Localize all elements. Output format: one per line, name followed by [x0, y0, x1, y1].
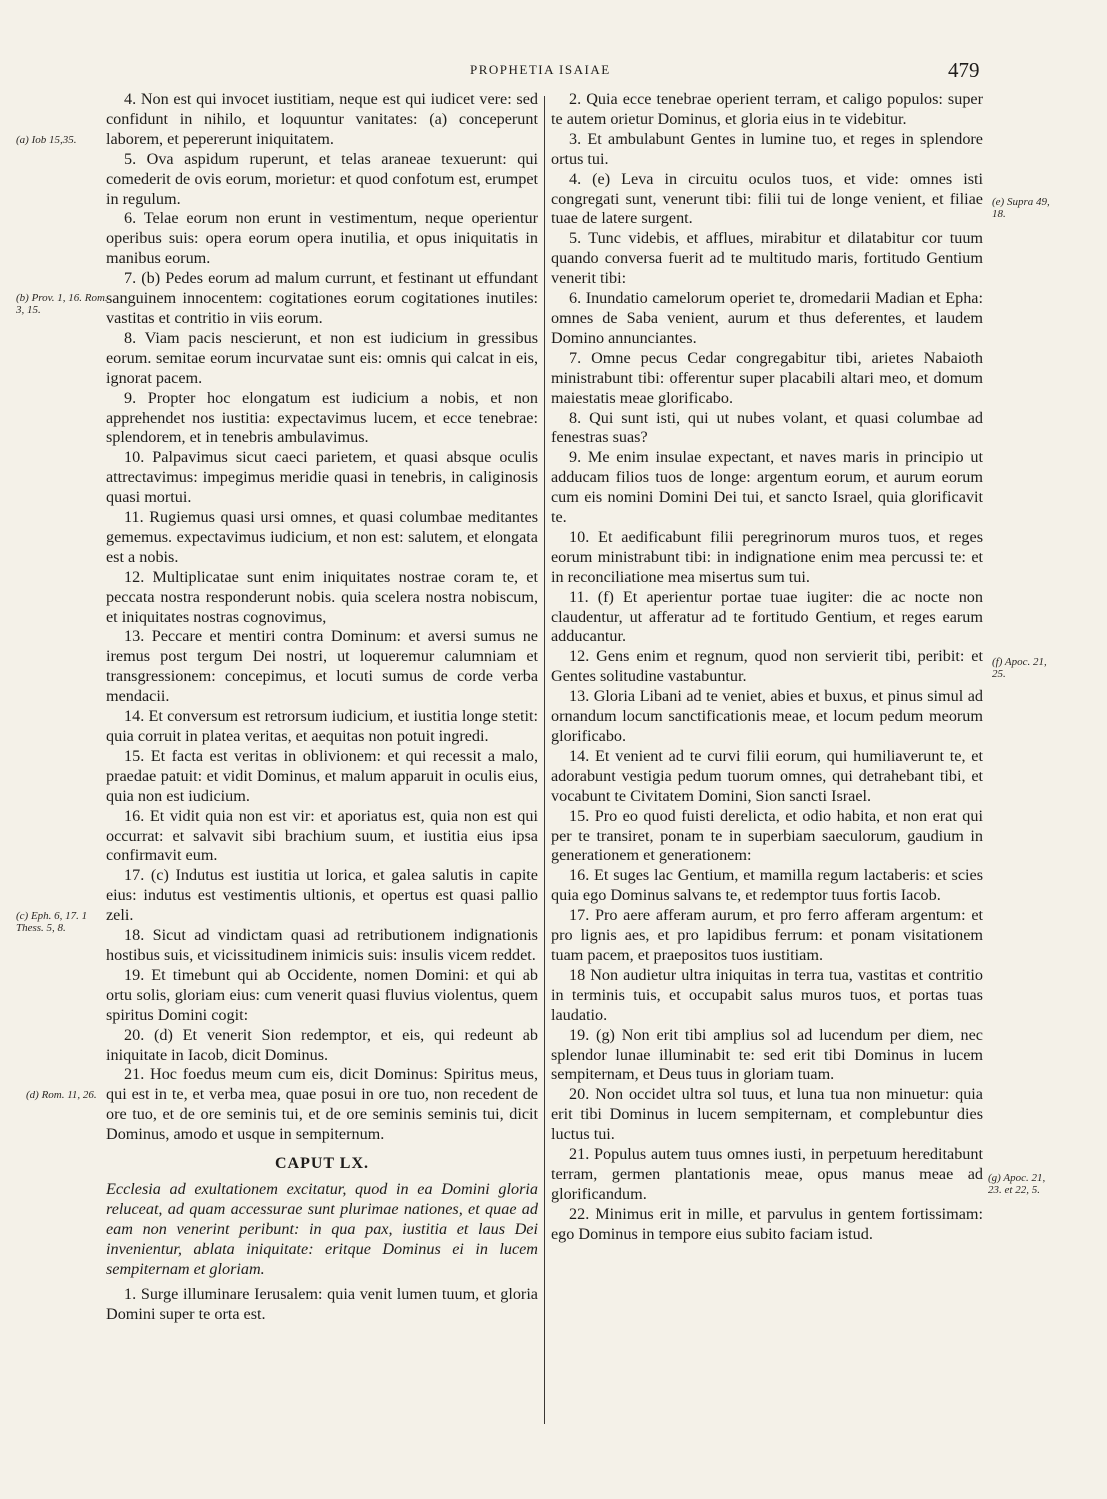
- verse-60-16: 16. Et suges lac Gentium, et mamilla regum lactaberis: et scies quia ego Dominus salvans te, et redemptor tuus fortis Iacob.: [551, 866, 983, 905]
- verse-59-5: 5. Ova aspidum ruperunt, et telas araneae texuerunt: qui comederit de ovis eorum, morietur: et quod confotum est, erumpet in regulum.: [106, 149, 538, 208]
- verse-60-20: 20. Non occidet ultra sol tuus, et luna tua non minuetur: quia erit tibi Dominus in lucem sempiternam, et complebuntur dies luctus tui.: [551, 1085, 983, 1144]
- verse-60-12: 12. Gens enim et regnum, quod non servierit tibi, peribit: et Gentes solitudine vastabuntur.: [551, 647, 983, 686]
- verse-60-14: 14. Et venient ad te curvi filii eorum, qui humiliaverunt te, et adorabunt vestigia pedum tuorum omnes, qui detrahebant tibi, et vocabunt te Civitatem Domini, Sion sancti Israel.: [551, 746, 983, 805]
- verse-59-6: 6. Telae eorum non erunt in vestimentum, neque operientur operibus suis: opera eorum opera inutilia, et opus iniquitatis in manibus eorum.: [106, 209, 538, 268]
- verse-59-4: 4. Non est qui invocet iustitiam, neque est qui iudicet vere: sed confidunt in nihilo, et loquuntur vanitates: (a) conceperunt laborem, et pepererunt iniquitatem.: [106, 90, 538, 148]
- verse-60-2: 2. Quia ecce tenebrae operient terram, et caligo populos: super te autem orietur Dominus, et gloria eius in te videbitur.: [551, 90, 983, 128]
- page-number: 479: [948, 58, 980, 82]
- running-title: PROPHETIA ISAIAE: [470, 62, 611, 77]
- verse-60-5: 5. Tunc videbis, et afflues, mirabitur et dilatabitur cor tuum quando conversa fuerit ad te multitudo maris, fortitudo Gentium venerit tibi:: [551, 229, 983, 288]
- verse-60-11: 11. (f) Et aperientur portae tuae iugiter: die ac nocte non claudentur, ut afferatur ad te fortitudo Gentium, et reges earum adducantur.: [551, 587, 983, 646]
- verse-60-8: 8. Qui sunt isti, qui ut nubes volant, et quasi columbae ad fenestras suas?: [551, 408, 983, 447]
- verse-59-15: 15. Et facta est veritas in oblivionem: et qui recessit a malo, praedae patuit: et vidit Dominus, et malum apparuit in oculis eius, quia non est iudicium.: [106, 746, 538, 805]
- margin-note-g: (g) Apoc. 21, 23. et 22, 5.: [988, 1172, 1046, 1196]
- verse-60-6: 6. Inundatio camelorum operiet te, dromedarii Madian et Epha: omnes de Saba venient, aurum et thus deferentes, et laudem Domino annunciantes.: [551, 289, 983, 347]
- verse-59-11: 11. Rugiemus quasi ursi omnes, et quasi columbae meditantes gememus. expectavimus iudicium, et non est: salutem, et elongata est a nobis.: [106, 508, 538, 566]
- verse-60-4: 4. (e) Leva in circuitu oculos tuos, et vide: omnes isti congregati sunt, venerunt tibi: filii tui de longe venient, et filiae tuae de latere surgent.: [551, 169, 983, 228]
- verse-60-1: 1. Surge illuminare Ierusalem: quia venit lumen tuum, et gloria Domini super te orta est.: [106, 1285, 538, 1324]
- verse-60-15: 15. Pro eo quod fuisti derelicta, et odio habita, et non erat qui per te transiret, ponam te in superbiam saeculorum, gaudium in generationem et generationem:: [551, 806, 983, 865]
- left-column: [106, 90, 538, 1325]
- verse-59-20: 20. (d) Et venerit Sion redemptor, et eis, qui redeunt ab iniquitate in Iacob, dicit Dominus.: [106, 1025, 538, 1064]
- verse-60-17: 17. Pro aere afferam aurum, et pro ferro afferam argentum: et pro lignis aes, et pro lapidibus ferrum: et ponam visitationem tuam pacem, et praepositos tuos iustitiam.: [551, 906, 983, 964]
- verse-59-18: 18. Sicut ad vindictam quasi ad retributionem indignationis hostibus suis, et vicissitudinem inimicis suis: insulis vicem reddet.: [106, 926, 538, 964]
- verse-60-19: 19. (g) Non erit tibi amplius sol ad lucendum per diem, nec splendor lunae illuminabit te: sed erit tibi Dominus in lucem sempiternam, et Deus tuus in gloriam tuam.: [551, 1025, 983, 1084]
- verse-59-8: 8. Viam pacis nescierunt, et non est iudicium in gressibus eorum. semitae eorum incurvatae sunt eis: omnis qui calcat in eis, ignorat pacem.: [106, 328, 538, 387]
- verse-60-18: 18 Non audietur ultra iniquitas in terra tua, vastitas et contritio in terminis tuis, et occupabit salus muros tuos, et portas tuas laudatio.: [551, 965, 983, 1024]
- column-divider: [544, 96, 545, 1424]
- verse-59-21: 21. Hoc foedus meum cum eis, dicit Dominus: Spiritus meus, qui est in te, et verba mea, quae posui in ore tuo, non recedent de ore tuo, et de ore seminis tui, et de ore seminis seminis tui, dicit Dominus, amodo et usque in sempiternum.: [106, 1065, 538, 1144]
- verse-60-9: 9. Me enim insulae expectant, et naves maris in principio ut adducam filios tuos de longe: argentum eorum, et aurum eorum cum eis nomini Domini Dei tui, et sancto Israel, quia glorificavit te.: [551, 448, 983, 527]
- verse-59-16: 16. Et vidit quia non est vir: et aporiatus est, quia non est qui occurrat: et salvavit sibi brachium suum, et iustitia eius ipsa confirmavit eum.: [106, 806, 538, 865]
- chapter-summary: Ecclesia ad exultationem excitatur, quod in ea Domini gloria reluceat, ad quam accessurae sunt plurimae nationes, et quae ad eam non venerint peribunt: in qua pax, iustitia et laus Dei invenientur, ablata iniquitate: eritque Dominus ei in lucem sempiternam et gloriam.: [106, 1179, 538, 1278]
- verse-59-17: 17. (c) Indutus est iustitia ut lorica, et galea salutis in capite eius: indutus est vestimentis ultionis, et opertus est quasi pallio zeli.: [106, 866, 538, 925]
- verse-60-22: 22. Minimus erit in mille, et parvulus in gentem fortissimam: ego Dominus in tempore eius subito faciam istud.: [551, 1204, 983, 1243]
- verse-60-13: 13. Gloria Libani ad te veniet, abies et buxus, et pinus simul ad ornandum locum sanctificationis meae, et locum pedum meorum glorificabo.: [551, 687, 983, 745]
- chapter-heading: CAPUT LX.: [274, 1155, 370, 1173]
- margin-note-e: (e) Supra 49, 18.: [992, 196, 1050, 220]
- verse-59-12: 12. Multiplicatae sunt enim iniquitates nostrae coram te, et peccata nostra responderunt nobis. quia scelera nostra nobiscum, et iniquitates nostras cognovimus,: [106, 567, 538, 626]
- margin-note-f: (f) Apoc. 21, 25.: [992, 656, 1047, 680]
- verse-59-13: 13. Peccare et mentiri contra Dominum: et aversi sumus ne iremus post tergum Dei nostri, ut loqueremur calumniam et transgressionem: concepimus, et locuti sumus de corde verba mendacii.: [106, 627, 538, 706]
- verse-59-19: 19. Et timebunt qui ab Occidente, nomen Domini: et qui ab ortu solis, gloriam eius: cum venerit quasi fluvius violentus, quem spiritus Domini cogit:: [106, 965, 538, 1024]
- verse-60-10: 10. Et aedificabunt filii peregrinorum muros tuos, et reges eorum ministrabunt tibi: in indignatione enim mea percussi te: et in reconciliatione mea misertus sum tui.: [551, 527, 983, 586]
- verse-60-21: 21. Populus autem tuus omnes iusti, in perpetuum hereditabunt terram, germen plantationis meae, opus manus meae ad glorificandum.: [551, 1145, 983, 1203]
- verse-59-7: 7. (b) Pedes eorum ad malum currunt, et festinant ut effundant sanguinem innocentem: cogitationes eorum cogitationes inutiles: vastitas et contritio in viis eorum.: [106, 269, 538, 327]
- margin-note-b: (b) Prov. 1, 16. Rom. 3, 15.: [16, 292, 108, 316]
- margin-note-c: (c) Eph. 6, 17. 1 Thess. 5, 8.: [16, 910, 88, 934]
- right-column: [551, 90, 983, 1245]
- margin-note-a: (a) Iob 15,35.: [16, 134, 77, 146]
- verse-59-9: 9. Propter hoc elongatum est iudicium a nobis, et non apprehendet nos iustitia: expectavimus lucem, et ecce tenebrae: splendorem, et in tenebris ambulavimus.: [106, 388, 538, 447]
- verse-59-14: 14. Et conversum est retrorsum iudicium, et iustitia longe stetit: quia corruit in platea veritas, et aequitas non potuit ingredi.: [106, 707, 538, 745]
- margin-note-d: (d) Rom. 11, 26.: [26, 1089, 97, 1101]
- verse-60-3: 3. Et ambulabunt Gentes in lumine tuo, et reges in splendore ortus tui.: [551, 129, 983, 168]
- verse-60-7: 7. Omne pecus Cedar congregabitur tibi, arietes Nabaioth ministrabunt tibi: offerentur super placabili altari meo, et domum maiestatis meae glorificabo.: [551, 348, 983, 407]
- verse-59-10: 10. Palpavimus sicut caeci parietem, et quasi absque oculis attrectavimus: impegimus meridie quasi in tenebris, in caliginosis quasi mortui.: [106, 448, 538, 507]
